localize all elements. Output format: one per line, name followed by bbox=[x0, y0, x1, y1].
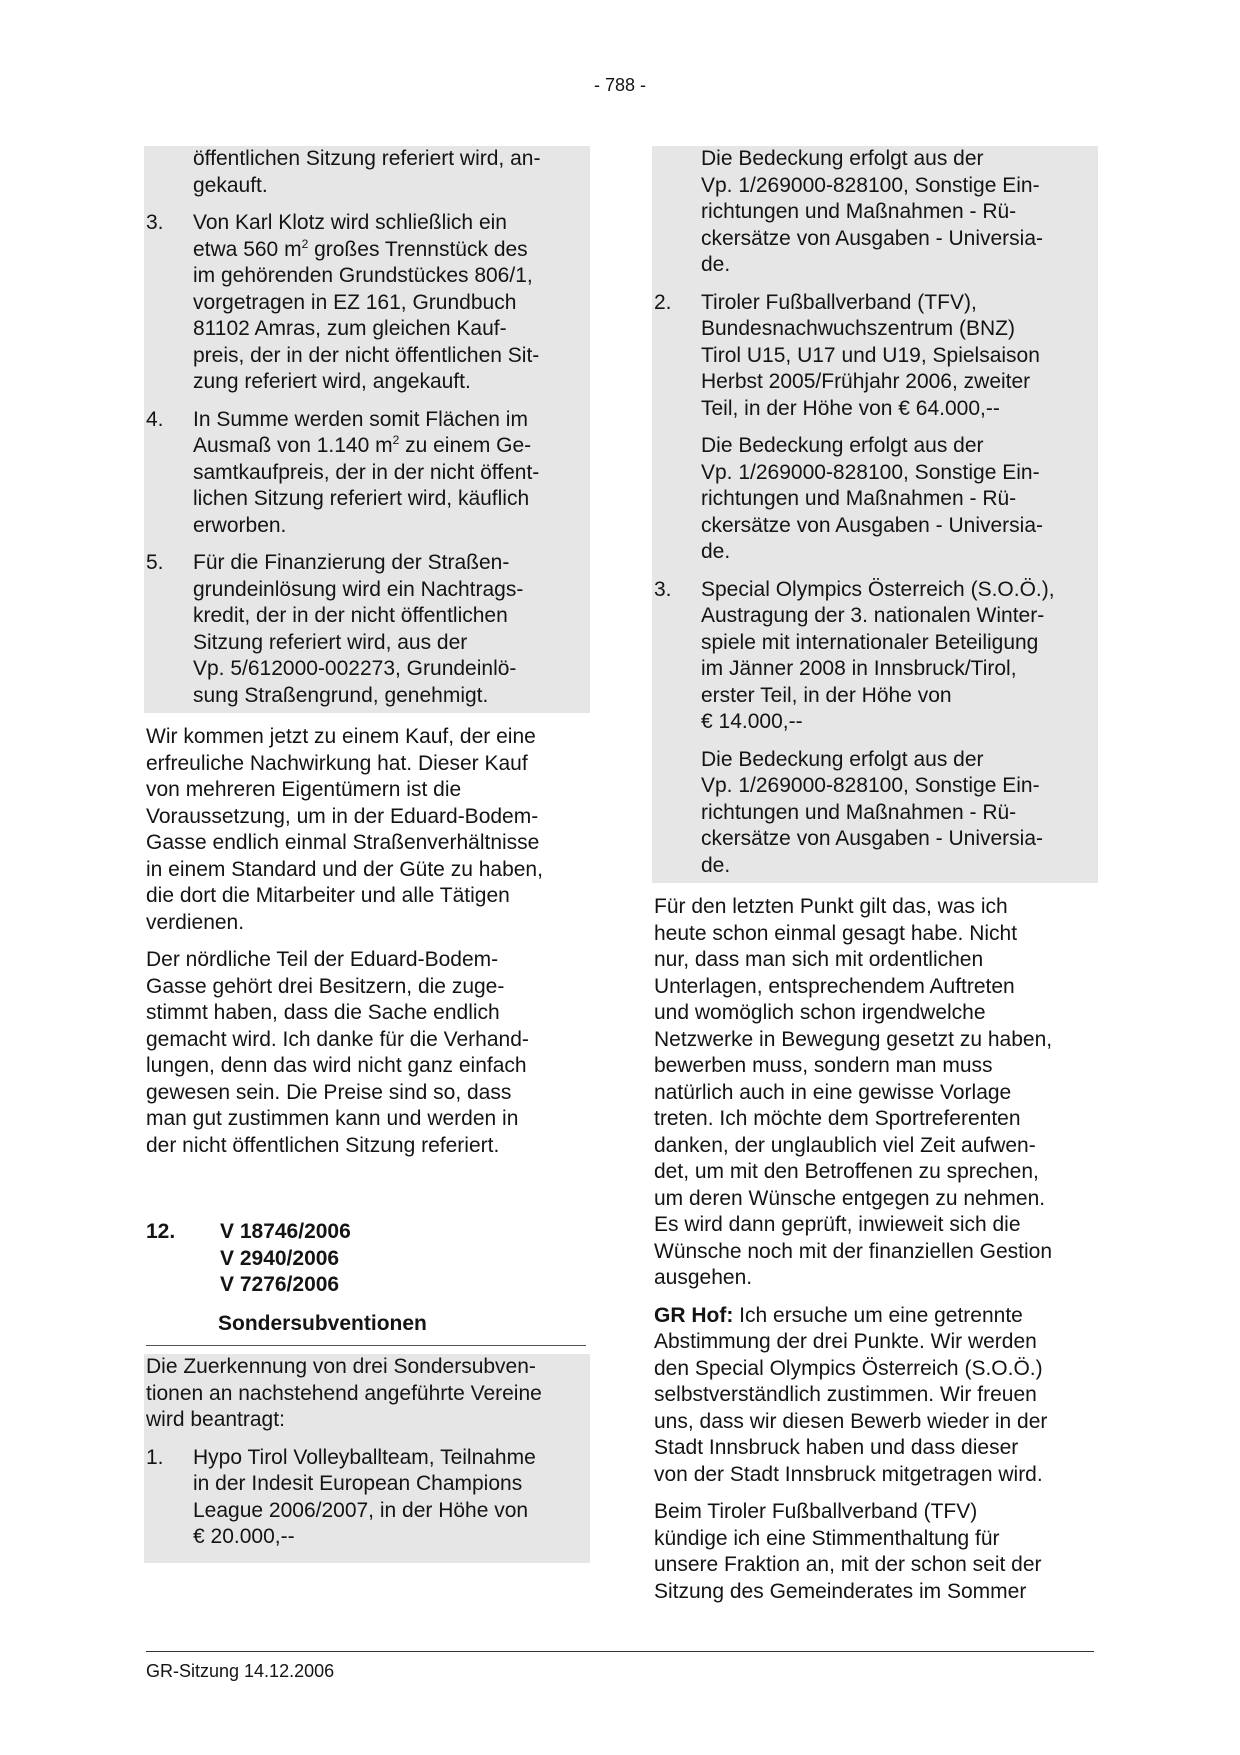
text-line: im gehörenden Grundstückes 806/1, bbox=[193, 264, 533, 287]
text-line: ckersätze von Ausgaben - Universia- bbox=[701, 513, 1043, 537]
text-line: ckersätze von Ausgaben - Universia- bbox=[701, 827, 1043, 850]
paragraph: Beim Tiroler Fußballverband (TFV) kündige ich eine Stimmenthaltung für unsere Fraktion an, mit der schon seit der Sitzung des Gemeinderates im Sommer bbox=[654, 1500, 1042, 1603]
shaded-motion bbox=[144, 1354, 590, 1563]
left-column bbox=[146, 146, 586, 1563]
text-line: Vp. 5/612000-002273, Grundeinlö- bbox=[193, 657, 517, 680]
text-line: wird beantragt: bbox=[146, 1408, 285, 1431]
text-line: € 20.000,-- bbox=[193, 1525, 295, 1548]
item-number: 1. bbox=[146, 1445, 164, 1469]
item-number: 3. bbox=[146, 211, 164, 234]
paragraph: Der nördliche Teil der Eduard-Bodem- Gasse gehört drei Besitzern, die zuge- stimmt haben, dass die Sache endlich gemacht wird. Ich danke für die Verhand- lungen, denn das wird nicht ganz einfach gewesen sein. Die Preise sind so, dass man gut zustimmen kann und werden in der nicht öffentlichen Sitzung referiert. bbox=[146, 948, 529, 1157]
item-text bbox=[193, 1445, 586, 1551]
item-text bbox=[701, 577, 1094, 736]
text-line: preis, der in der nicht öffentlichen Sit- bbox=[193, 343, 540, 367]
text-line: In Summe werden somit Flächen im bbox=[193, 407, 528, 431]
text-line: sung Straßengrund, genehmigt. bbox=[193, 683, 489, 707]
shaded-motion-continuation bbox=[144, 146, 590, 713]
paragraph: GR Hof: Ich ersuche um eine getrennte Abstimmung der drei Punkte. Wir werden den Special Olympics Österreich (S.O.Ö.) selbstverständlich zustimmen. Wir freuen uns, dass wir diesen Bewerb wieder in der Stadt Innsbruck haben und dass dieser von der Stadt Innsbruck mitgetragen wird. bbox=[654, 1303, 1048, 1486]
speaker-name: GR Hof: bbox=[654, 1303, 734, 1327]
list-item bbox=[146, 1445, 586, 1551]
coverage-note bbox=[654, 433, 1094, 566]
text-line: spiele mit internationaler Beteiligung bbox=[701, 630, 1039, 654]
text-line: Die Bedeckung erfolgt aus der bbox=[701, 747, 984, 771]
text-line: Teil, in der Höhe von € 64.000,-- bbox=[701, 396, 1000, 420]
item-text bbox=[193, 550, 586, 709]
text-line: Vp. 1/269000-828100, Sonstige Ein- bbox=[701, 774, 1040, 797]
paragraph: Für den letzten Punkt gilt das, was ich heute schon einmal gesagt habe. Nicht nur, dass man sich mit ordentlichen Unterlagen, entsprechendem Auftreten und womöglich schon irgendwelche Netzwerke in Bewegung gesetzt zu haben, bewerben muss, sondern man muss natürlich auch in eine gewisse Vorlage treten. Ich möchte dem Sportreferenten danken, der unglaublich viel Zeit aufwen- det, um mit den Betroffenen zu sprechen, um deren Wünsche entgegen zu nehmen. Es wird dann geprüft, inwieweit sich die Wünsche noch mit der finanziellen Gestion ausgehen. bbox=[654, 895, 1053, 1289]
list-item bbox=[146, 146, 586, 199]
agenda-ref: V 18746/2006 bbox=[220, 1220, 351, 1243]
text-line: erster Teil, in der Höhe von bbox=[701, 683, 952, 707]
list-item bbox=[654, 290, 1094, 423]
text-line: Die Bedeckung erfolgt aus der bbox=[701, 147, 984, 170]
footer-divider bbox=[146, 1651, 1094, 1652]
text-line: Vp. 1/269000-828100, Sonstige Ein- bbox=[701, 460, 1040, 484]
text-line: Sitzung referiert wird, aus der bbox=[193, 630, 468, 654]
item-text bbox=[193, 210, 586, 396]
text-line: Tirol U15, U17 und U19, Spielsaison bbox=[701, 343, 1040, 367]
text-line: erworben. bbox=[193, 513, 287, 537]
item-number: 2. bbox=[654, 290, 672, 314]
text-line: Bundesnachwuchszentrum (BNZ) bbox=[701, 317, 1015, 340]
text-line: richtungen und Maßnahmen - Rü- bbox=[701, 800, 1017, 824]
text-line: in der Indesit European Champions bbox=[193, 1472, 523, 1495]
text-line: zung referiert wird, angekauft. bbox=[193, 370, 471, 393]
footer: GR-Sitzung 14.12.2006 bbox=[146, 1661, 335, 1681]
page-number: - 788 - bbox=[593, 75, 647, 95]
item-text bbox=[701, 290, 1094, 423]
list-item bbox=[654, 577, 1094, 736]
text-line: 81102 Amras, zum gleichen Kauf- bbox=[193, 317, 507, 340]
text-line: Austragung der 3. nationalen Winter- bbox=[701, 604, 1045, 627]
text-line: ckersätze von Ausgaben - Universia- bbox=[701, 226, 1043, 250]
paragraph: Wir kommen jetzt zu einem Kauf, der eine erfreuliche Nachwirkung hat. Dieser Kauf von mehreren Eigentümern ist die Voraussetzung, um in der Eduard-Bodem- Gasse endlich einmal Straßenverhältnisse in einem Standard und der Güte zu haben, die dort die Mitarbeiter und alle Tätigen verdienen. bbox=[146, 725, 543, 934]
coverage-note bbox=[654, 747, 1094, 880]
agenda-ref: V 2940/2006 bbox=[220, 1246, 340, 1270]
list-item bbox=[146, 407, 586, 540]
text-line: € 14.000,-- bbox=[701, 710, 803, 733]
text-line: etwa 560 $m^2$ großes Trennstück des bbox=[193, 236, 528, 261]
text-line: Ausmaß von 1.140 $m^2$ zu einem Ge- bbox=[193, 433, 532, 457]
text-line: samtkaufpreis, der in der nicht öffent- bbox=[193, 460, 540, 484]
right-column bbox=[654, 146, 1094, 1605]
text-line: de. bbox=[701, 540, 731, 563]
text-line: Von Karl Klotz wird schließlich ein bbox=[193, 211, 507, 234]
text-line: grundeinlösung wird ein Nachtrags- bbox=[193, 577, 524, 601]
list-item bbox=[146, 210, 586, 396]
text-line: de. bbox=[701, 853, 731, 877]
text-line: Herbst 2005/Frühjahr 2006, zweiter bbox=[701, 370, 1031, 393]
agenda-heading bbox=[146, 1219, 586, 1299]
text-line: League 2006/2007, in der Höhe von bbox=[193, 1498, 529, 1522]
agenda-title: Sondersubventionen bbox=[146, 1311, 586, 1347]
text-line: Special Olympics Österreich (S.O.Ö.), bbox=[701, 577, 1055, 601]
text-line: kredit, der in der nicht öffentlichen bbox=[193, 604, 508, 627]
text-line: Tiroler Fußballverband (TFV), bbox=[701, 290, 977, 314]
text-line: Vp. 1/269000-828100, Sonstige Ein- bbox=[701, 173, 1040, 197]
text-line: Die Zuerkennung von drei Sondersubven- bbox=[146, 1355, 536, 1378]
text-line: Für die Finanzierung der Straßen- bbox=[193, 551, 510, 574]
item-number: 4. bbox=[146, 407, 164, 431]
text-line: vorgetragen in EZ 161, Grundbuch bbox=[193, 290, 517, 314]
text-line: im Jänner 2008 in Innsbruck/Tirol, bbox=[701, 657, 1017, 680]
text-line: öffentlichen Sitzung referiert wird, an- bbox=[193, 147, 541, 170]
shaded-motion-continuation bbox=[652, 146, 1098, 883]
item-number: 3. bbox=[654, 577, 672, 601]
item-number: 5. bbox=[146, 551, 164, 574]
text-line: de. bbox=[701, 253, 731, 276]
text-line: tionen an nachstehend angeführte Vereine bbox=[146, 1381, 542, 1405]
agenda-ref: V 7276/2006 bbox=[220, 1273, 340, 1296]
list-item bbox=[146, 550, 586, 709]
item-text bbox=[193, 407, 586, 540]
text-line: Die Bedeckung erfolgt aus der bbox=[701, 434, 984, 457]
coverage-note bbox=[654, 146, 1094, 279]
agenda-number: 12. bbox=[146, 1220, 176, 1243]
text-line: richtungen und Maßnahmen - Rü- bbox=[701, 487, 1017, 510]
text-line: richtungen und Maßnahmen - Rü- bbox=[701, 200, 1017, 223]
text-line: Hypo Tirol Volleyballteam, Teilnahme bbox=[193, 1445, 536, 1469]
text-line: lichen Sitzung referiert wird, käuflich bbox=[193, 487, 530, 510]
text-line: gekauft. bbox=[193, 173, 268, 197]
